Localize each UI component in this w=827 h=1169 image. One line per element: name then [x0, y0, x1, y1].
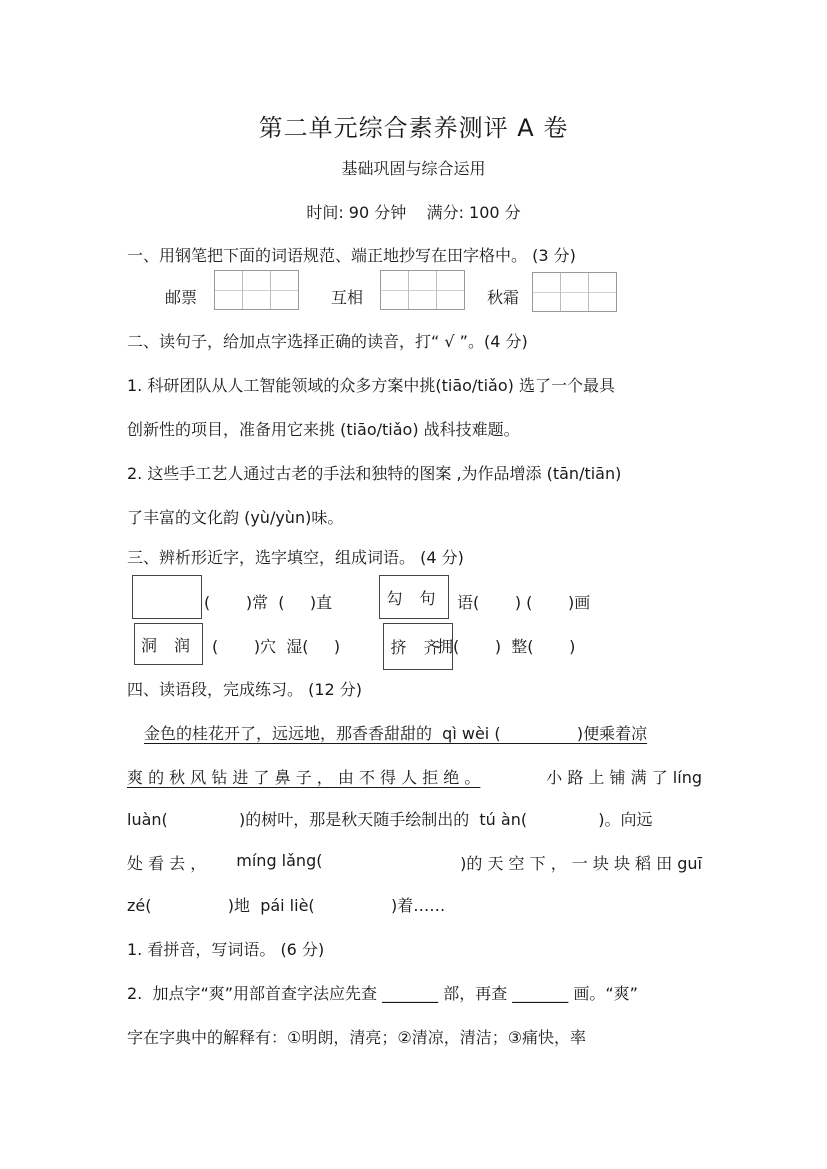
- section2-heading: 二、读句子，给加点字选择正确的读音，打“ √ ”。(4 分): [127, 332, 528, 351]
- passage-line-1: 金色的桂花开了，远远地，那香香甜甜的 qì wèi ( )便乘着凉: [144, 724, 648, 743]
- word-3: 秋霜: [487, 288, 520, 307]
- char-box-gou-ju: 勾 句: [379, 575, 449, 619]
- pinyin-blank-label: míng lǎng(: [236, 851, 323, 870]
- section2-line: 2. 这些手工艺人通过古老的手法和独特的图案 ,为作品增添 (tān/tiān): [127, 464, 622, 483]
- passage-underlined-sentence: 爽 的 秋 风 钻 进 了 鼻 子 ， 由 不 得 人 拒 绝 。: [127, 768, 481, 787]
- char-box-dong-run: 洞 润: [134, 623, 203, 665]
- section2-line: 创新性的项目，准备用它来挑 (tiāo/tiǎo) 战科技难题。: [127, 420, 520, 439]
- section2-line: 了丰富的文化韵 (yù/yùn)味。: [127, 508, 344, 527]
- passage-line-4: [127, 851, 702, 874]
- blank-group-1[interactable]: ( )常 ( )直: [204, 593, 333, 612]
- passage-segment: 处 看 去 ，: [127, 854, 207, 873]
- section1-heading: 一、用钢笔把下面的词语规范、端正地抄写在田字格中。 (3 分): [127, 246, 576, 265]
- page-title: 第二单元综合素养测评 A 卷: [258, 114, 569, 142]
- word-2: 互相: [331, 288, 364, 307]
- blank-group-3[interactable]: ( )穴 湿( ): [212, 637, 341, 656]
- passage-line-3: luàn( )的树叶，那是秋天随手绘制出的 tú àn( )。向远: [127, 810, 653, 829]
- passage-segment: )的 天 空 下 ， 一 块 块 稻 田 guī: [460, 854, 702, 873]
- section4-heading: 四、读语段，完成练习。 (12 分): [127, 680, 363, 699]
- passage-pinyin-tail: 小 路 上 铺 满 了 líng: [546, 768, 702, 787]
- exam-time-info: 时间: 90 分钟 满分: 100 分: [306, 203, 521, 222]
- tianzi-grid-2[interactable]: [380, 270, 465, 310]
- blank-group-2[interactable]: 语( ) ( )画: [457, 593, 591, 612]
- blank-group-4[interactable]: 拥( ) 整( ): [437, 637, 576, 656]
- question-2-continued: 字在字典中的解释有：①明朗，清亮；②清凉，清洁；③痛快，率: [127, 1028, 587, 1047]
- tianzi-grid-1[interactable]: [214, 270, 299, 310]
- section3-heading: 三、辨析形近字，选字填空，组成词语。 (4 分): [127, 548, 464, 567]
- question-2: 2. 加点字“爽”用部首查字法应先查 _______ 部，再查 _______ 画。“爽”: [127, 984, 638, 1003]
- tianzi-grid-3[interactable]: [532, 272, 617, 312]
- char-box-blank: [132, 575, 202, 619]
- page-subtitle: 基础巩固与综合运用: [341, 159, 486, 178]
- section2-line: 1. 科研团队从人工智能领域的众多方案中挑(tiāo/tiǎo) 选了一个最具: [127, 376, 615, 395]
- char-box-ji-qi: 挤 齐: [383, 623, 453, 670]
- word-1: 邮票: [165, 288, 198, 307]
- passage-line-2: [127, 765, 702, 788]
- question-1: 1. 看拼音，写词语。 (6 分): [127, 940, 325, 959]
- passage-line-5: zé( )地 pái liè( )着……: [127, 896, 446, 915]
